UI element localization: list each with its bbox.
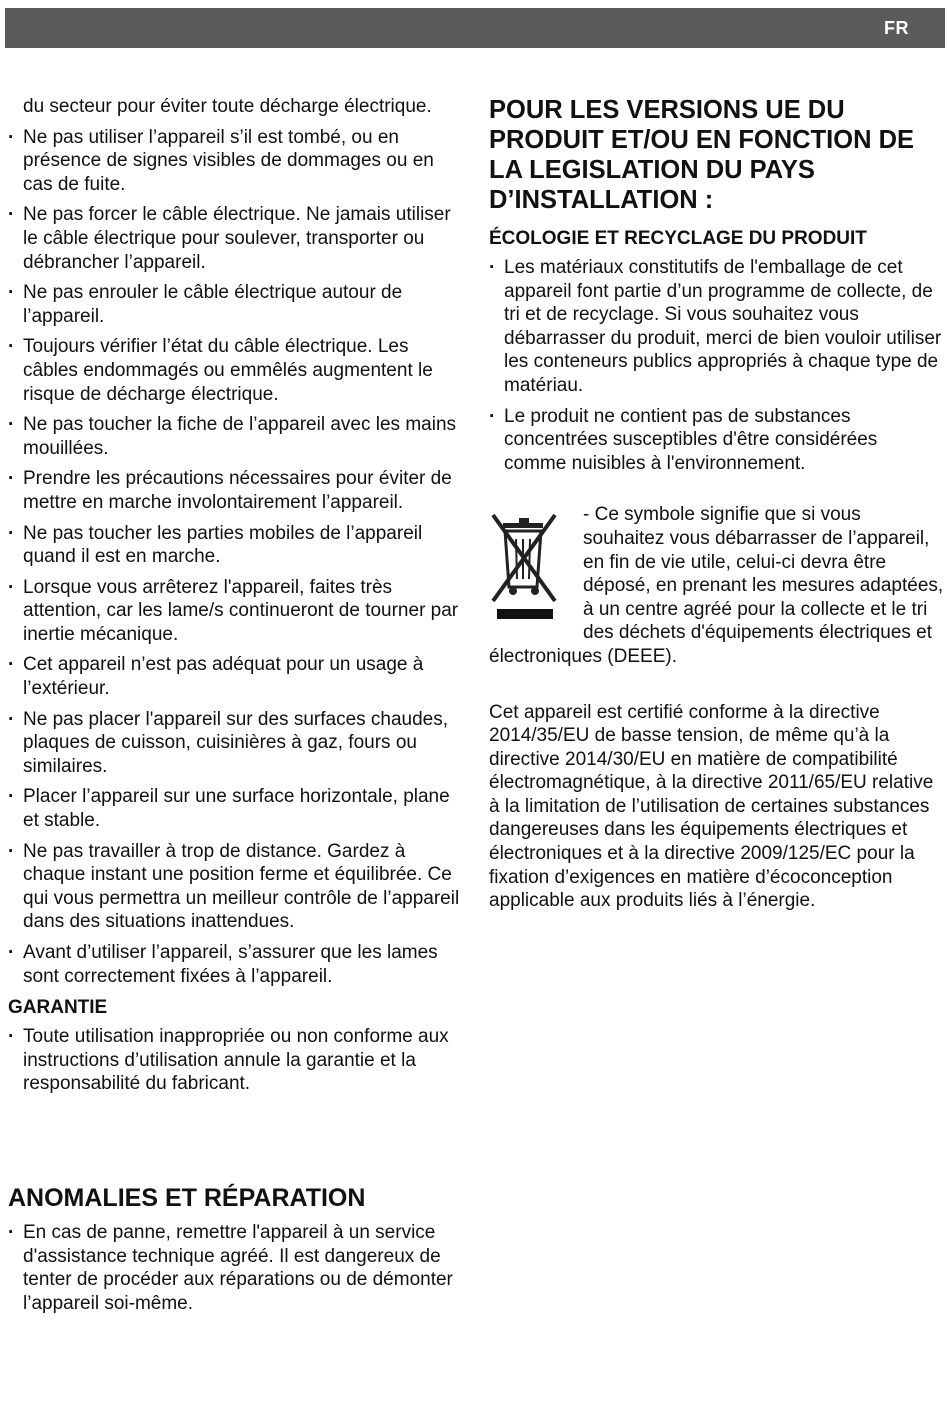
list-item: · Le produit ne contient pas de substances concentrées susceptibles d'être considérées comme nuisibles à l'environnement. — [489, 405, 944, 476]
header-bar — [5, 8, 945, 48]
guarantee-list — [8, 1025, 468, 1096]
ecology-list — [489, 256, 944, 475]
list-item: · Ne pas toucher la fiche de l’appareil avec les mains mouillées. — [8, 413, 468, 460]
list-item: · Toujours vérifier l’état du câble électrique. Les câbles endommagés ou emmêlés augmentent le risque de décharge électrique. — [8, 335, 468, 406]
list-item: · Ne pas placer l'appareil sur des surfaces chaudes, plaques de cuisson, cuisinières à gaz, fours ou similaires. — [8, 708, 468, 779]
list-item: · Prendre les précautions nécessaires pour éviter de mettre en marche involontairement l’appareil. — [8, 467, 468, 514]
list-item: · Avant d’utiliser l’appareil, s’assurer que les lames sont correctement fixées à l’appareil. — [8, 941, 468, 988]
anomalies-list — [8, 1221, 468, 1315]
left-column — [8, 95, 468, 1103]
list-item: · Les matériaux constitutifs de l'emballage de cet appareil font partie d’un programme de collecte, de tri et de recyclage. Si vous souhaitez vous débarrasser du produit, merci de bien vouloir utiliser les conteneurs publics appropriés à chaque type de matériau. — [489, 256, 944, 398]
weee-notice — [489, 503, 944, 668]
list-item: · Ne pas enrouler le câble électrique autour de l’appareil. — [8, 281, 468, 328]
right-column — [489, 95, 944, 932]
anomalies-section — [8, 1183, 468, 1322]
anomalies-heading: ANOMALIES ET RÉPARATION — [8, 1184, 366, 1212]
continuation-text: du secteur pour éviter toute décharge électrique. — [23, 96, 432, 117]
list-item: · Lorsque vous arrêterez l'appareil, faites très attention, car les lame/s continueront de tourner par inertie mécanique. — [8, 576, 468, 647]
eu-versions-heading: POUR LES VERSIONS UE DU PRODUIT ET/OU EN FONCTION DE LA LEGISLATION DU PAYS D’INSTALLATION : — [489, 96, 915, 214]
list-item: · Ne pas toucher les parties mobiles de l’appareil quand il est en marche. — [8, 522, 468, 569]
list-item: · Ne pas utiliser l’appareil s’il est tombé, ou en présence de signes visibles de dommages ou en cas de fuite. — [8, 126, 468, 197]
list-item: · Cet appareil n’est pas adéquat pour un usage à l’extérieur. — [8, 653, 468, 700]
list-item: · Toute utilisation inappropriée ou non conforme aux instructions d’utilisation annule la garantie et la responsabilité du fabricant. — [8, 1025, 468, 1096]
weee-text: - Ce symbole signifie que si vous souhaitez vous débarrasser de l’appareil, en fin de vie utile, celui-ci devra être déposé, en prenant les mesures adaptées, à un centre agréé pour la collecte et le tri des déchets d'équipements électriques et électroniques (DEEE). — [489, 504, 944, 667]
crossed-out-wheelie-bin-icon — [489, 511, 561, 623]
directive-text: Cet appareil est certifié conforme à la directive 2014/35/EU de basse tension, de même qu’à la directive 2014/30/EU en matière de compatibilité électromagnétique, à la directive 2011/65/EU relative à la limitation de l’utilisation de certaines substances dangereuses dans les équipements électriques et électroniques et à la directive 2009/125/EC pour la fixation d’exigences en matière d’écoconception applicable aux produits liés à l’énergie. — [489, 701, 934, 912]
list-item: · En cas de panne, remettre l'appareil à un service d'assistance technique agréé. Il est dangereux de tenter de procéder aux réparations ou de démonter l’appareil soi-même. — [8, 1221, 468, 1315]
list-item: · Ne pas travailler à trop de distance. Gardez à chaque instant une position ferme et équilibrée. Ce qui vous permettra un meilleur contrôle de l’appareil dans des situations inattendues. — [8, 840, 468, 934]
ecology-heading: ÉCOLOGIE ET RECYCLAGE DU PRODUIT — [489, 228, 867, 249]
guarantee-heading: GARANTIE — [8, 997, 108, 1019]
list-item: · Placer l’appareil sur une surface horizontale, plane et stable. — [8, 785, 468, 832]
list-item: · Ne pas forcer le câble électrique. Ne jamais utiliser le câble électrique pour soulever, transporter ou débrancher l’appareil. — [8, 203, 468, 274]
safety-list — [8, 126, 468, 989]
language-label: FR — [884, 18, 909, 38]
